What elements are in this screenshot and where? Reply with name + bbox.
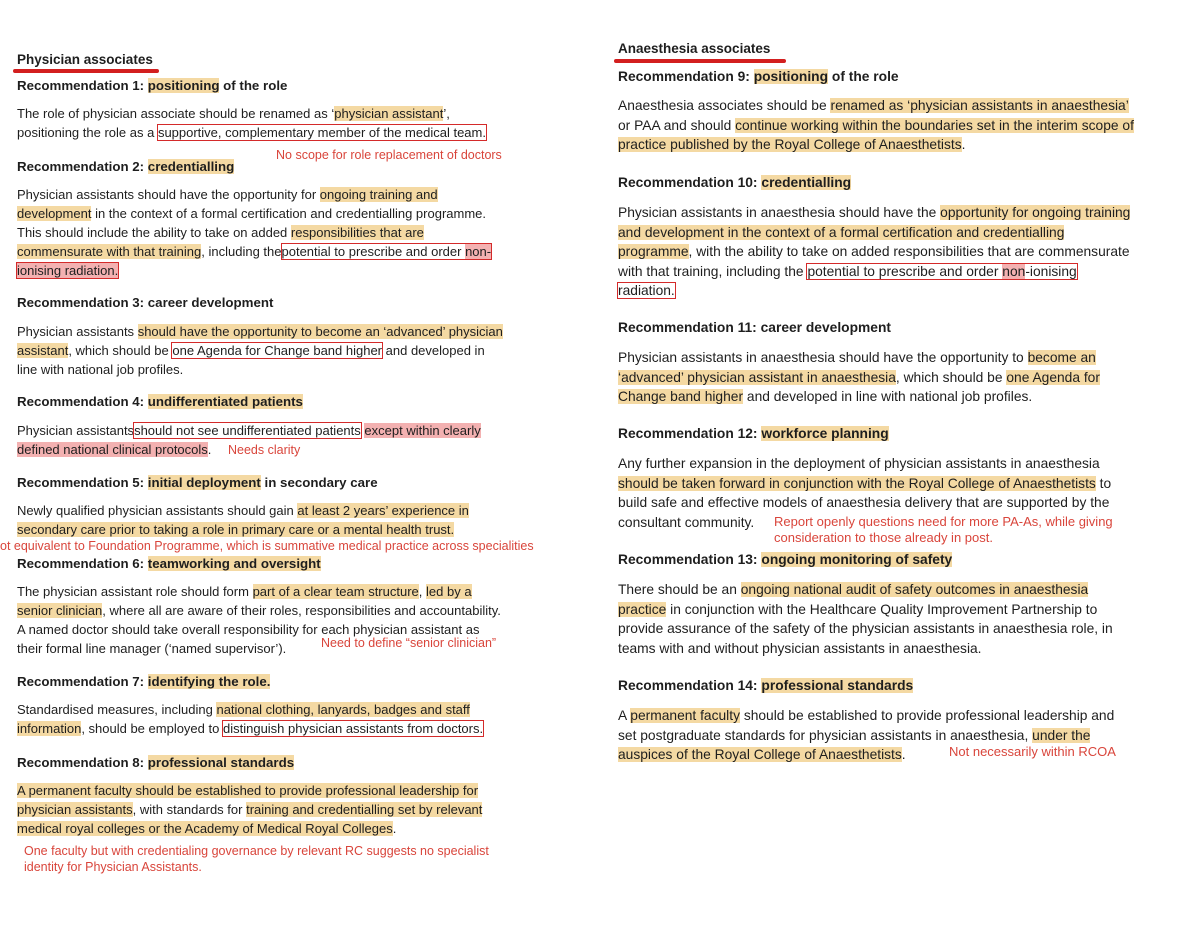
text-fragment: Standardised measures, including [17, 702, 213, 717]
text-fragment: , where all are aware of their roles, responsibilities and accountability. [102, 603, 501, 618]
text-fragment: ongoing training and [319, 187, 438, 202]
text-fragment: renamed as ‘physician assistants in anaesthesia’ [830, 98, 1129, 113]
text-fragment: identifying the role. [147, 674, 271, 689]
text-fragment: Recommendation 8: [17, 755, 145, 770]
text-fragment: , should be employed to [81, 721, 220, 736]
text-fragment: distinguish physician assistants from doctors. [222, 721, 484, 736]
text-fragment: in the context of a formal certification and credentialling programme. [95, 206, 486, 221]
rec8-heading [17, 754, 294, 772]
rec3-heading: Recommendation 3: career development [17, 295, 274, 310]
text-fragment: Physician assistants [17, 324, 135, 339]
rec14-heading [618, 677, 913, 695]
text-fragment: Physician assistants [17, 423, 135, 438]
text-fragment: A named doctor should take overall responsibility for each physician assistant as [17, 622, 480, 637]
rec5-text [17, 501, 557, 539]
text-fragment: Recommendation 5: [17, 475, 145, 490]
text-fragment: development [17, 206, 92, 221]
text-fragment: A permanent faculty should be established to provide professional leadership for [17, 783, 479, 798]
text-fragment: training and credentialling set by relevant [246, 802, 483, 817]
rec2-heading [17, 158, 234, 176]
text-fragment: continue working within the boundaries set in the interim scope of [735, 117, 1134, 133]
text-fragment: ongoing national audit of safety outcomes in anaesthesia [740, 582, 1089, 597]
text-fragment: ongoing monitoring of safety [761, 552, 953, 567]
text-fragment: in conjunction with the Healthcare Quality Improvement Partnership to [670, 601, 1098, 617]
rec2-text [17, 185, 557, 280]
text-fragment: medical royal colleges or the Academy of Medical Royal Colleges [17, 821, 393, 836]
rec9-text [618, 96, 1178, 155]
text-fragment: should be established to provide professional leadership and [743, 708, 1115, 723]
text-fragment: one Agenda for [1006, 369, 1100, 385]
text-fragment: or PAA and should [618, 117, 732, 133]
text-fragment: Physician assistants should have the opportunity for [17, 187, 317, 202]
text-fragment: their formal line manager (‘named supervisor’). [17, 641, 287, 656]
text-fragment: Physician assistants in anaesthesia should have the opportunity to [618, 350, 1024, 365]
text-fragment: teamworking and oversight [147, 556, 321, 571]
text-fragment: positioning the role as a [17, 125, 155, 140]
text-fragment: permanent faculty [630, 708, 740, 723]
text-fragment: professional standards [761, 678, 914, 693]
rec3-text [17, 322, 557, 379]
text-fragment: provide assurance of the safety of the physician assistants in anaesthesia role, in [618, 621, 1113, 637]
text-fragment: physician assistant [334, 106, 444, 121]
text-fragment: defined national clinical protocols [17, 442, 208, 457]
text-fragment: , which should be [68, 343, 169, 358]
text-fragment: secondary care prior to taking a role in primary care or a mental health trust. [17, 522, 455, 537]
text-fragment: Recommendation 10: [618, 175, 758, 190]
text-fragment: The physician assistant role should form [17, 584, 249, 599]
text-fragment: set postgraduate standards for physician assistants in anaesthesia, [618, 727, 1029, 743]
text-fragment: should not see undifferentiated patients [134, 423, 361, 438]
text-fragment: to [1099, 475, 1112, 491]
text-fragment: led by a [426, 584, 472, 599]
annotation-note [774, 514, 1113, 546]
text-fragment: , [418, 584, 423, 599]
text-fragment: There should be an [618, 582, 737, 597]
text-fragment: positioning [753, 69, 829, 84]
text-fragment: initial deployment [147, 475, 261, 490]
text-fragment: undifferentiated patients [147, 394, 303, 409]
rec4-heading [17, 393, 303, 411]
text-fragment: A [618, 708, 627, 723]
text-fragment: ionising radiation. [17, 263, 119, 278]
annotation-note: Need to define “senior clinician” [321, 636, 497, 650]
text-fragment: identity for Physician Assistants. [24, 860, 202, 874]
text-fragment: practice [618, 601, 667, 617]
text-fragment: responsibilities that are [290, 225, 424, 240]
text-fragment: ‘advanced’ physician assistant in anaesthesia [618, 369, 896, 385]
text-fragment: line with national job profiles. [17, 362, 184, 377]
text-fragment: potential to prescribe and order [281, 244, 462, 259]
text-fragment: ’, [443, 106, 450, 121]
rec11-heading: Recommendation 11: career development [618, 320, 891, 335]
text-fragment: except within clearly [364, 423, 481, 438]
text-fragment: supportive, complementary member of the medical team. [157, 125, 486, 140]
rec12-heading [618, 425, 889, 443]
text-fragment: practice published by the Royal College of Anaesthetists [618, 137, 962, 153]
title-underline [614, 59, 786, 63]
title-underline [13, 69, 159, 73]
rec5-heading [17, 474, 378, 492]
text-fragment: part of a clear team structure [252, 584, 419, 599]
text-fragment: one Agenda for Change band higher [172, 343, 383, 358]
annotation-note: No scope for role replacement of doctors [276, 148, 502, 162]
text-fragment: potential to prescribe and order [807, 263, 999, 279]
text-fragment: Report openly questions need for more PA-As, while giving [774, 514, 1113, 529]
text-fragment: Recommendation 4: [17, 394, 145, 409]
text-fragment: auspices of the Royal College of Anaesthetists [618, 747, 902, 763]
text-fragment: consideration to those already in post. [774, 530, 993, 545]
text-fragment: senior clinician [17, 603, 103, 618]
text-fragment: under the [1032, 727, 1091, 743]
annotation-note: ot equivalent to Foundation Programme, which is summative medical practice across specialities [0, 539, 534, 553]
text-fragment: and developed in line with national job profiles. [746, 389, 1033, 405]
boxed-text [282, 244, 492, 259]
annotation-note: Not necessarily within RCOA [949, 744, 1116, 759]
text-fragment: credentialling [761, 175, 852, 190]
text-fragment: -ionising [1025, 263, 1077, 279]
rec9-heading [618, 68, 899, 86]
text-fragment: with that training, including the [618, 263, 804, 279]
text-fragment: Newly qualified physician assistants should gain [17, 503, 294, 518]
rec1-text [17, 104, 557, 142]
text-fragment: non [1002, 263, 1026, 279]
boxed-text [807, 264, 1076, 279]
text-fragment: at least 2 years’ experience in [297, 503, 469, 518]
text-fragment: and development in the context of a formal certification and credentialling [618, 224, 1065, 240]
text-fragment: commensurate with that training [17, 244, 202, 259]
text-fragment: Recommendation 14: [618, 678, 758, 693]
text-fragment: should have the opportunity to become an ‘advanced’ physician [137, 324, 503, 339]
text-fragment: . [901, 747, 906, 763]
text-fragment: This should include the ability to take on added [17, 225, 288, 240]
rec11-text [618, 348, 1178, 407]
rec13-heading [618, 551, 952, 569]
text-fragment: Recommendation 6: [17, 556, 145, 571]
text-fragment: physician assistants [17, 802, 133, 817]
text-fragment: Recommendation 12: [618, 426, 758, 441]
text-fragment: opportunity for ongoing training [940, 205, 1131, 220]
text-fragment: Recommendation 7: [17, 674, 145, 689]
rec7-text [17, 700, 557, 738]
text-fragment: Any further expansion in the deployment of physician assistants in anaesthesia [618, 456, 1100, 471]
text-fragment: information [17, 721, 82, 736]
text-fragment: national clothing, lanyards, badges and staff [216, 702, 470, 717]
section-title-anaesthesia-associates: Anaesthesia associates [618, 41, 771, 56]
text-fragment: credentialling [147, 159, 235, 174]
text-fragment: . [961, 137, 966, 153]
text-fragment: . [207, 442, 212, 457]
annotation-note [24, 843, 489, 875]
text-fragment: Recommendation 2: [17, 159, 145, 174]
text-fragment: should be taken forward in conjunction with the Royal College of Anaesthetists [618, 475, 1096, 491]
rec7-heading [17, 673, 270, 691]
text-fragment: Change band higher [618, 389, 744, 405]
text-fragment: , which should be [895, 369, 1003, 385]
text-fragment: Anaesthesia associates should be [618, 98, 827, 113]
rec10-text [618, 203, 1178, 301]
text-fragment: consultant community. [618, 514, 755, 530]
text-fragment: build safe and effective models of anaesthesia delivery that are supported by the [618, 495, 1110, 511]
rec10-heading [618, 174, 851, 192]
text-fragment: teams with and without physician assistants in anaesthesia. [618, 640, 982, 656]
text-fragment: of the role [831, 69, 899, 84]
text-fragment: radiation. [618, 283, 675, 299]
text-fragment: programme [618, 244, 689, 260]
rec13-text [618, 580, 1178, 658]
text-fragment: Physician assistants in anaesthesia should have the [618, 205, 937, 220]
text-fragment: and developed in [385, 343, 485, 358]
text-fragment: , with standards for [132, 802, 243, 817]
text-fragment: Recommendation 9: [618, 69, 750, 84]
rec1-heading: Recommendation 1: positioning of the role [17, 78, 288, 93]
annotation-note: Needs clarity [228, 443, 301, 457]
text-fragment: . [392, 821, 397, 836]
text-fragment: Recommendation 13: [618, 552, 758, 567]
text-fragment: The role of physician associate should be renamed as ‘ [17, 106, 335, 121]
text-fragment: One faculty but with credentialing governance by relevant RC suggests no specialist [24, 844, 489, 858]
text-fragment: workforce planning [761, 426, 889, 441]
text-fragment: non- [465, 244, 492, 259]
text-fragment: , including the [201, 244, 282, 259]
rec8-text [17, 781, 557, 838]
section-title-physician-associates: Physician associates [17, 52, 153, 67]
rec6-heading [17, 555, 321, 573]
text-fragment: in secondary care [264, 475, 378, 490]
text-fragment: become an [1027, 350, 1096, 365]
text-fragment: assistant [17, 343, 69, 358]
text-fragment: professional standards [147, 755, 295, 770]
text-fragment: , with the ability to take on added responsibilities that are commensurate [688, 244, 1130, 260]
